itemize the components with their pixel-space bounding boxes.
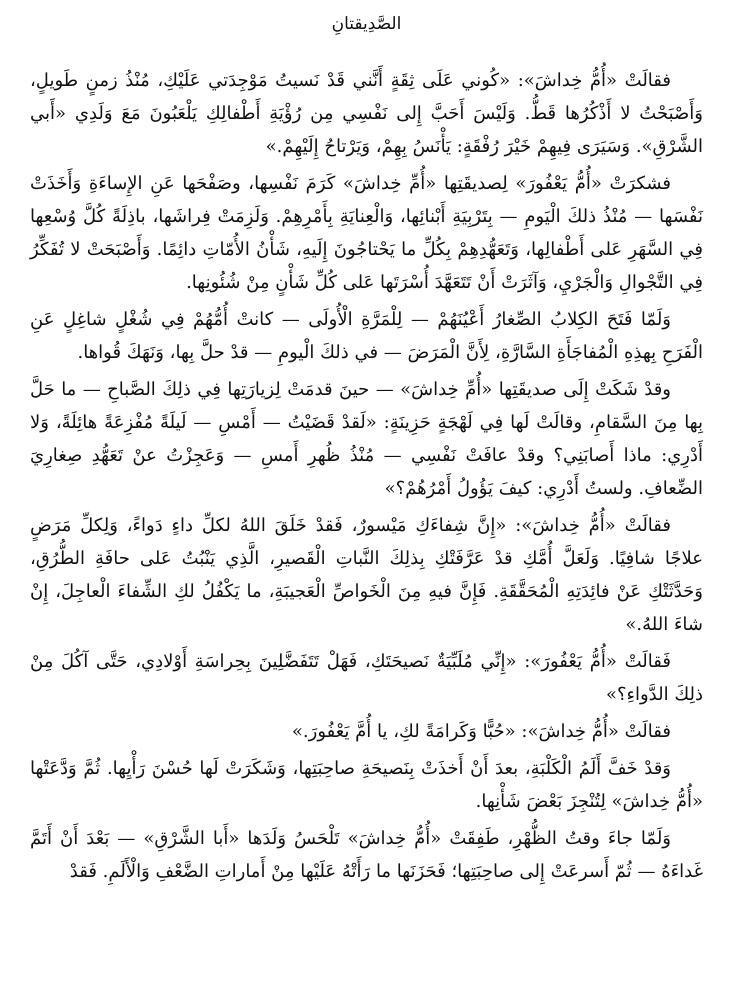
page-title: الصَّدِيقتانِ xyxy=(331,14,402,34)
paragraph-4: وقدْ شَكَتْ إِلَى صديقَتِها «أُمِّ خِداشَ» — حينَ قدمَتْ لِزيارَتِها فِي ذلِكَ الصَّباحِ — ما حَلَّ بِها مِنَ السَّقامِ، وقالَتْ لَها فِي لَهْجَةٍ حَزِينَةٍ: «لَقدْ قَضَيْتُ — أَمْسِ — لَيلَةً مُفْزِعَةً هائِلَةً، وَلا أَدْرِي: ماذا أَصابَنِي؟ وقدْ عافَتْ نَفْسِي — مُنْذُ ظُهرِ أَمسِ — وَعَجِزْتُ عنْ تَعَهُّدِ صِغارِيَ الضِّعافِ. ولستُ أَدْرِي: كيفَ يَؤُولُ أَمْرُهُمْ؟» xyxy=(30,379,703,499)
paragraph-3: وَلَمّا فَتَحَ الكِلابُ الصِّغارُ أَعْيُنَهُمْ — لِلْمَرَّةِ الْأُولَى — كانتْ أُمُّهُمْ فِي شُغْلٍ شاغِلٍ عَنِ الْفَرَحِ بِهذِهِ الْمُفاجَأَةِ السَّارَّةِ، لِأَنَّ الْمَرَضَ — في ذلكَ الْيومِ — قدْ حلَّ بِها، وَنَهَكَ قُواها. xyxy=(30,309,703,363)
paragraph-7: فقالَتْ «أُمُّ خِداشَ»: «حُبًّا وَكَرامَةً لكِ، يا أُمَّ يَعْفُورَ.» xyxy=(291,721,671,742)
paragraph-2: فشكرَتْ «أُمُّ يَعْفُورَ» لِصديقَتِها «أُمِّ خِداشَ» كَرَمَ نَفْسِها، وصَفْحَها عَنِ الإِساءَةِ وَأَخَذَتْ نَفْسَها — مُنْذُ ذلكَ الْيَومِ — بِتَرْبِيَةِ أَبْنائِها، وَالْعِنايَةِ بِأَمْرِهِمْ. وَلَزِمَتْ فِراشَها، باذِلَةً كُلَّ وُسْعِها فِي السَّهَرِ عَلى أَطْفالِها، وَتَعَهُّدِهِمْ بِكُلِّ ما يَحْتاجُونَ إِلَيهِ، شَأْنُ الأُمّاتِ دائِمًا. وَأَصْبَحَتْ لا تُفَكِّرُ فِي التَّجْوالِ وَالْجَرْيِ، وَآثَرَتْ أَنْ تَتَعَهَّدَ أُسْرَتَها عَلى كُلِّ شَأْنٍ مِنْ شُئُونِها. xyxy=(30,173,703,293)
paragraph-6: فَقالَتْ «أُمُّ يَعْفُورَ»: «إِنِّي مُلَبِّيَةٌ نَصيحَتَكِ، فَهَلْ تَتَفَضَّلِينَ بِحِراسَةِ أَوْلادِي، حَتَّى آكُلَ مِنْ ذلِكَ الدَّواءِ؟» xyxy=(30,651,703,705)
paragraph-9: وَلَمّا جاءَ وقتُ الظُّهْرِ، طَفِقَتْ «أُمُّ خِداشَ» تَلْحَسُ وَلَدَها «أَبا الشَّرْقِ» — بَعْدَ أَنْ أَتَمَّ غَداءَهُ — ثُمّ أَسرعَتْ إِلى صاحِبَتِها؛ فَحَزَنَها ما رَأَتْهُ عَلَيْها مِنْ أَماراتِ الضَّعْفِ وَالْأَلَمِ. فَقدْ xyxy=(30,828,703,882)
paragraph-1: فقالَتْ «أُمُّ خِداشَ»: «كُوني عَلَى ثِقَةٍ أَنَّني قَدْ نَسيتُ مَوْجِدَتي عَلَيْكِ، مُنْذُ زمنٍ طَويلٍ، وَأَصْبَحْتُ لا أَذْكُرُها قَطُّ. وَلَيْسَ أَحَبَّ إِلى نَفْسِي مِن رُؤْيَةِ أَطْفالِكِ يَلْعَبُونَ مَعَ وَلَدِي «أَبي الشَّرْقِ». وَسَيَرَى فِيهِمْ خَيْرَ رُفْقَةٍ: يَأْنَسُ بِهِمْ، وَيَرْتاحُ إِلَيْهِمْ.» xyxy=(30,70,703,157)
paragraph-5: فقالَتْ «أُمُّ خِداشَ»: «إِنَّ شِفاءَكِ مَيْسورٌ، فَقدْ خَلَقَ اللهُ لكلِّ داءٍ دَواءً، وَلِكلِّ مَرَضٍ علاجًا شافِيًا. وَلَعَلَّ أُمَّكِ قدْ عَرَّفَتْكِ بِذلِكَ النَّباتِ الْقَصيرِ، الَّذِي يَنْبُتُ عَلى حافَةِ الطُّرُقِ، وَحَدَّثَتْكِ عَنْ فائِدَتِهِ الْمُحَقَّقَةِ. فَإِنَّ فيهِ مِنَ الْخَواصِّ الْعَجيبَةِ، ما يَكْفُلُ لكِ الشِّفاءَ الْعاجِلَ، إِنْ شاءَ اللهُ.» xyxy=(30,515,703,635)
paragraph-8: وَقدْ خَفَّ أَلَمُ الْكَلْبَةِ، بعدَ أَنْ أَخذَتْ بِنَصيحَةِ صاحِبَتِها، وَشَكَرَتْ لَها حُسْنَ رَأْيِها. ثُمَّ وَدَّعَتْها «أُمُّ خِداشَ» لِتُنْجِزَ بَعْضَ شَأْنِها. xyxy=(30,758,703,812)
